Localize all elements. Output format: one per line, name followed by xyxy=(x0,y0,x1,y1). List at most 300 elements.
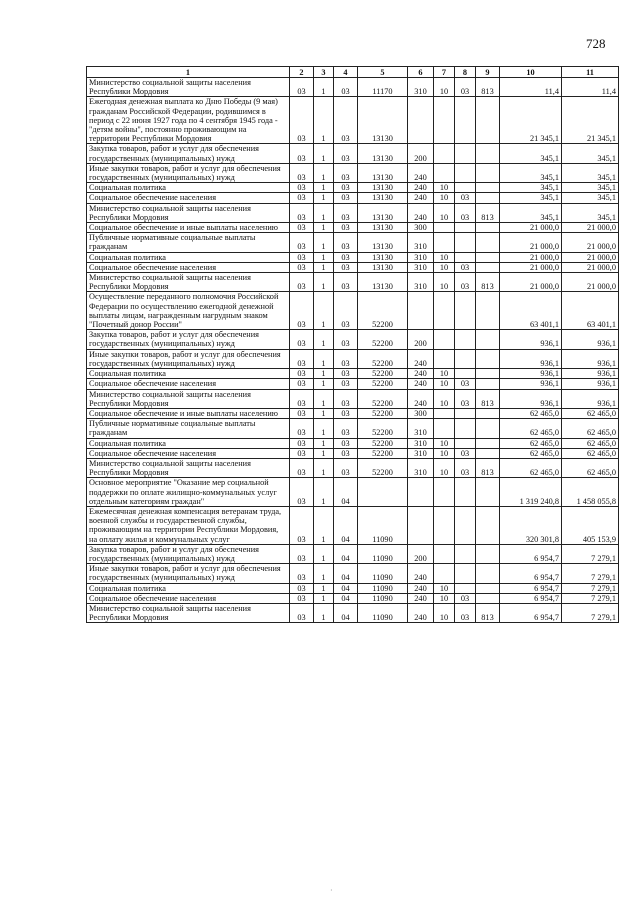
code-cell: 10 xyxy=(434,183,455,193)
column-header: 10 xyxy=(500,67,562,78)
code-cell: 1 xyxy=(314,144,334,163)
table-row xyxy=(87,506,619,544)
amount-cell: 21 000,0 xyxy=(562,262,619,272)
code-cell: 1 xyxy=(314,78,334,97)
code-cell: 03 xyxy=(334,252,358,262)
table-body xyxy=(87,78,619,623)
column-header: 2 xyxy=(290,67,314,78)
amount-cell: 6 954,7 xyxy=(500,583,562,593)
code-cell: 240 xyxy=(408,183,434,193)
code-cell: 10 xyxy=(434,438,455,448)
amount-cell: 21 000,0 xyxy=(562,273,619,292)
code-cell: 10 xyxy=(434,369,455,379)
amount-cell: 345,1 xyxy=(500,144,562,163)
code-cell: 10 xyxy=(434,252,455,262)
amount-cell: 345,1 xyxy=(500,163,562,182)
code-cell: 03 xyxy=(455,603,476,622)
code-cell: 11090 xyxy=(358,506,408,544)
code-cell: 03 xyxy=(455,593,476,603)
code-cell: 310 xyxy=(408,448,434,458)
code-cell xyxy=(434,223,455,233)
code-cell xyxy=(476,438,500,448)
code-cell: 04 xyxy=(334,583,358,593)
code-cell: 03 xyxy=(455,203,476,222)
code-cell: 03 xyxy=(290,544,314,563)
code-cell: 03 xyxy=(455,273,476,292)
code-cell: 1 xyxy=(314,262,334,272)
code-cell: 13130 xyxy=(358,163,408,182)
code-cell: 1 xyxy=(314,603,334,622)
code-cell: 1 xyxy=(314,369,334,379)
table-row xyxy=(87,330,619,349)
code-cell xyxy=(434,144,455,163)
row-name-cell: Осуществление переданного полномочия Российской Федерации по осуществлению ежегодной денежной выплаты лицам, награжденным нагрудным знаком "Почетный донор России" xyxy=(87,292,290,330)
amount-cell: 345,1 xyxy=(500,203,562,222)
header-row xyxy=(87,67,619,78)
code-cell: 240 xyxy=(408,593,434,603)
code-cell: 03 xyxy=(290,448,314,458)
code-cell: 03 xyxy=(290,506,314,544)
code-cell xyxy=(408,506,434,544)
amount-cell: 63 401,1 xyxy=(500,292,562,330)
code-cell: 11090 xyxy=(358,544,408,563)
code-cell xyxy=(455,506,476,544)
code-cell: 03 xyxy=(334,233,358,252)
row-name-cell: Ежемесячная денежная компенсация ветеранам труда, военной службы и государственной службы, проживающим на территории Республики Мордовия, на оплату жилья и коммунальных услуг xyxy=(87,506,290,544)
amount-cell: 21 000,0 xyxy=(562,252,619,262)
amount-cell: 345,1 xyxy=(500,193,562,203)
row-name-cell: Закупка товаров, работ и услуг для обеспечения государственных (муниципальных) нужд xyxy=(87,544,290,563)
column-header: 8 xyxy=(455,67,476,78)
amount-cell: 21 345,1 xyxy=(500,97,562,144)
code-cell: 03 xyxy=(290,78,314,97)
code-cell xyxy=(476,369,500,379)
amount-cell: 63 401,1 xyxy=(562,292,619,330)
amount-cell: 11,4 xyxy=(500,78,562,97)
code-cell: 240 xyxy=(408,349,434,368)
code-cell: 03 xyxy=(290,292,314,330)
amount-cell: 21 000,0 xyxy=(500,252,562,262)
row-name-cell: Министерство социальной защиты населения Республики Мордовия xyxy=(87,389,290,408)
code-cell: 10 xyxy=(434,262,455,272)
table-row xyxy=(87,408,619,418)
amount-cell: 62 465,0 xyxy=(562,448,619,458)
code-cell xyxy=(476,292,500,330)
code-cell: 03 xyxy=(334,419,358,438)
code-cell: 310 xyxy=(408,78,434,97)
table-row xyxy=(87,233,619,252)
code-cell: 310 xyxy=(408,273,434,292)
code-cell xyxy=(476,144,500,163)
amount-cell: 936,1 xyxy=(562,369,619,379)
code-cell: 1 xyxy=(314,223,334,233)
amount-cell: 62 465,0 xyxy=(500,458,562,477)
amount-cell: 345,1 xyxy=(562,163,619,182)
code-cell: 52200 xyxy=(358,408,408,418)
code-cell xyxy=(476,419,500,438)
page-number: 728 xyxy=(586,36,606,51)
code-cell: 03 xyxy=(455,193,476,203)
code-cell: 240 xyxy=(408,379,434,389)
code-cell: 10 xyxy=(434,583,455,593)
table-row xyxy=(87,193,619,203)
code-cell: 240 xyxy=(408,583,434,593)
code-cell: 1 xyxy=(314,330,334,349)
amount-cell: 62 465,0 xyxy=(500,438,562,448)
code-cell xyxy=(455,292,476,330)
code-cell: 04 xyxy=(334,603,358,622)
row-name-cell: Социальная политика xyxy=(87,252,290,262)
amount-cell: 6 954,7 xyxy=(500,593,562,603)
amount-cell: 21 000,0 xyxy=(500,233,562,252)
code-cell: 1 xyxy=(314,203,334,222)
amount-cell: 21 000,0 xyxy=(562,223,619,233)
row-name-cell: Социальная политика xyxy=(87,583,290,593)
amount-cell: 11,4 xyxy=(562,78,619,97)
amount-cell: 6 954,7 xyxy=(500,544,562,563)
amount-cell: 62 465,0 xyxy=(500,408,562,418)
code-cell xyxy=(434,564,455,583)
code-cell: 03 xyxy=(334,448,358,458)
code-cell xyxy=(476,163,500,182)
code-cell xyxy=(455,233,476,252)
row-name-cell: Ежегодная денежная выплата ко Дню Победы (9 мая) гражданам Российской Федерации, родившимся в период с 22 июня 1927 года по 4 сентября 1945 года - "детям войны", постоянно проживающим на территории Республики Мордовия xyxy=(87,97,290,144)
code-cell xyxy=(408,478,434,507)
code-cell: 03 xyxy=(290,252,314,262)
code-cell: 03 xyxy=(290,262,314,272)
amount-cell: 936,1 xyxy=(500,389,562,408)
row-name-cell: Министерство социальной защиты населения Республики Мордовия xyxy=(87,273,290,292)
amount-cell: 62 465,0 xyxy=(562,419,619,438)
code-cell: 240 xyxy=(408,203,434,222)
row-name-cell: Министерство социальной защиты населения Республики Мордовия xyxy=(87,78,290,97)
code-cell: 1 xyxy=(314,419,334,438)
code-cell xyxy=(455,583,476,593)
code-cell: 1 xyxy=(314,408,334,418)
row-name-cell: Иные закупки товаров, работ и услуг для обеспечения государственных (муниципальных) нужд xyxy=(87,163,290,182)
code-cell: 03 xyxy=(334,330,358,349)
code-cell: 813 xyxy=(476,458,500,477)
amount-cell: 345,1 xyxy=(562,203,619,222)
table-row xyxy=(87,144,619,163)
code-cell xyxy=(476,544,500,563)
amount-cell: 21 000,0 xyxy=(562,233,619,252)
table-row xyxy=(87,583,619,593)
amount-cell: 405 153,9 xyxy=(562,506,619,544)
amount-cell: 6 954,7 xyxy=(500,564,562,583)
code-cell: 1 xyxy=(314,438,334,448)
code-cell: 03 xyxy=(455,78,476,97)
column-header: 6 xyxy=(408,67,434,78)
column-header: 11 xyxy=(562,67,619,78)
row-name-cell: Социальное обеспечение населения xyxy=(87,379,290,389)
code-cell: 03 xyxy=(455,458,476,477)
code-cell: 13130 xyxy=(358,252,408,262)
table-row xyxy=(87,438,619,448)
code-cell xyxy=(476,583,500,593)
column-header: 5 xyxy=(358,67,408,78)
code-cell: 10 xyxy=(434,458,455,477)
code-cell: 03 xyxy=(334,193,358,203)
amount-cell: 21 000,0 xyxy=(500,273,562,292)
code-cell: 310 xyxy=(408,233,434,252)
code-cell xyxy=(455,478,476,507)
code-cell: 03 xyxy=(334,163,358,182)
code-cell: 03 xyxy=(334,183,358,193)
code-cell: 310 xyxy=(408,438,434,448)
footer-mark: · xyxy=(330,886,333,895)
table-row xyxy=(87,252,619,262)
row-name-cell: Закупка товаров, работ и услуг для обеспечения государственных (муниципальных) нужд xyxy=(87,330,290,349)
code-cell: 1 xyxy=(314,233,334,252)
code-cell: 240 xyxy=(408,163,434,182)
amount-cell: 21 000,0 xyxy=(500,262,562,272)
amount-cell: 936,1 xyxy=(562,330,619,349)
code-cell: 03 xyxy=(290,273,314,292)
code-cell: 52200 xyxy=(358,448,408,458)
code-cell: 10 xyxy=(434,379,455,389)
table-row xyxy=(87,478,619,507)
row-name-cell: Социальная политика xyxy=(87,438,290,448)
row-name-cell: Социальное обеспечение населения xyxy=(87,593,290,603)
code-cell: 03 xyxy=(290,478,314,507)
code-cell xyxy=(476,97,500,144)
code-cell xyxy=(455,144,476,163)
code-cell: 240 xyxy=(408,193,434,203)
code-cell: 1 xyxy=(314,448,334,458)
code-cell xyxy=(434,544,455,563)
code-cell: 13130 xyxy=(358,262,408,272)
code-cell xyxy=(455,330,476,349)
code-cell: 03 xyxy=(334,97,358,144)
code-cell: 310 xyxy=(408,252,434,262)
code-cell: 03 xyxy=(334,203,358,222)
code-cell: 13130 xyxy=(358,203,408,222)
code-cell xyxy=(434,506,455,544)
code-cell: 10 xyxy=(434,78,455,97)
code-cell: 03 xyxy=(290,583,314,593)
table-row xyxy=(87,97,619,144)
table-row xyxy=(87,273,619,292)
code-cell: 813 xyxy=(476,389,500,408)
code-cell: 03 xyxy=(334,369,358,379)
code-cell xyxy=(455,544,476,563)
code-cell: 03 xyxy=(290,330,314,349)
row-name-cell: Министерство социальной защиты населения Республики Мордовия xyxy=(87,603,290,622)
code-cell xyxy=(434,163,455,182)
code-cell: 03 xyxy=(290,593,314,603)
amount-cell: 7 279,1 xyxy=(562,544,619,563)
code-cell xyxy=(455,419,476,438)
row-name-cell: Иные закупки товаров, работ и услуг для обеспечения государственных (муниципальных) нужд xyxy=(87,349,290,368)
table-row xyxy=(87,564,619,583)
amount-cell: 345,1 xyxy=(562,144,619,163)
code-cell: 200 xyxy=(408,544,434,563)
code-cell: 200 xyxy=(408,144,434,163)
amount-cell: 62 465,0 xyxy=(562,458,619,477)
amount-cell: 936,1 xyxy=(562,379,619,389)
code-cell: 03 xyxy=(334,292,358,330)
code-cell xyxy=(455,183,476,193)
code-cell: 10 xyxy=(434,593,455,603)
code-cell xyxy=(476,233,500,252)
code-cell: 10 xyxy=(434,193,455,203)
code-cell: 03 xyxy=(290,97,314,144)
code-cell: 03 xyxy=(290,603,314,622)
row-name-cell: Социальное обеспечение населения xyxy=(87,193,290,203)
code-cell: 13130 xyxy=(358,97,408,144)
code-cell: 03 xyxy=(334,379,358,389)
code-cell: 1 xyxy=(314,193,334,203)
code-cell xyxy=(408,292,434,330)
row-name-cell: Социальное обеспечение и иные выплаты населению xyxy=(87,408,290,418)
amount-cell: 320 301,8 xyxy=(500,506,562,544)
table-row xyxy=(87,544,619,563)
code-cell xyxy=(476,330,500,349)
code-cell: 813 xyxy=(476,273,500,292)
amount-cell: 345,1 xyxy=(562,193,619,203)
row-name-cell: Основное мероприятие "Оказание мер социальной поддержки по оплате жилищно-коммунальных услуг отдельным категориям граждан" xyxy=(87,478,290,507)
table-row xyxy=(87,593,619,603)
code-cell: 52200 xyxy=(358,419,408,438)
amount-cell: 936,1 xyxy=(500,330,562,349)
code-cell xyxy=(476,252,500,262)
budget-table xyxy=(86,66,619,623)
row-name-cell: Социальная политика xyxy=(87,369,290,379)
column-header: 4 xyxy=(334,67,358,78)
code-cell: 03 xyxy=(290,408,314,418)
code-cell: 03 xyxy=(334,458,358,477)
table-row xyxy=(87,78,619,97)
code-cell: 03 xyxy=(334,78,358,97)
code-cell: 1 xyxy=(314,544,334,563)
amount-cell: 936,1 xyxy=(562,389,619,408)
amount-cell: 21 000,0 xyxy=(500,223,562,233)
code-cell xyxy=(476,193,500,203)
row-name-cell: Министерство социальной защиты населения Республики Мордовия xyxy=(87,458,290,477)
code-cell: 310 xyxy=(408,419,434,438)
column-header: 1 xyxy=(87,67,290,78)
row-name-cell: Закупка товаров, работ и услуг для обеспечения государственных (муниципальных) нужд xyxy=(87,144,290,163)
code-cell xyxy=(476,379,500,389)
table-row xyxy=(87,349,619,368)
code-cell xyxy=(434,233,455,252)
code-cell: 03 xyxy=(334,262,358,272)
code-cell: 03 xyxy=(290,438,314,448)
code-cell: 03 xyxy=(455,389,476,408)
code-cell: 1 xyxy=(314,379,334,389)
code-cell: 1 xyxy=(314,593,334,603)
code-cell: 10 xyxy=(434,603,455,622)
table-row xyxy=(87,292,619,330)
code-cell: 1 xyxy=(314,506,334,544)
code-cell xyxy=(455,369,476,379)
code-cell: 13130 xyxy=(358,144,408,163)
code-cell xyxy=(455,223,476,233)
column-header: 9 xyxy=(476,67,500,78)
code-cell: 13130 xyxy=(358,193,408,203)
table-row xyxy=(87,603,619,622)
code-cell: 03 xyxy=(290,223,314,233)
code-cell xyxy=(434,419,455,438)
code-cell: 03 xyxy=(334,389,358,408)
code-cell xyxy=(476,593,500,603)
row-name-cell: Социальное обеспечение и иные выплаты населению xyxy=(87,223,290,233)
code-cell: 03 xyxy=(290,233,314,252)
code-cell: 10 xyxy=(434,448,455,458)
code-cell: 03 xyxy=(290,379,314,389)
amount-cell: 62 465,0 xyxy=(500,419,562,438)
code-cell xyxy=(434,97,455,144)
table-row xyxy=(87,262,619,272)
amount-cell: 7 279,1 xyxy=(562,583,619,593)
code-cell: 1 xyxy=(314,292,334,330)
code-cell xyxy=(476,564,500,583)
table-row xyxy=(87,458,619,477)
code-cell xyxy=(434,330,455,349)
amount-cell: 62 465,0 xyxy=(562,408,619,418)
code-cell: 240 xyxy=(408,369,434,379)
code-cell xyxy=(434,349,455,368)
code-cell: 1 xyxy=(314,183,334,193)
amount-cell: 6 954,7 xyxy=(500,603,562,622)
amount-cell: 7 279,1 xyxy=(562,593,619,603)
code-cell: 03 xyxy=(290,163,314,182)
column-header: 7 xyxy=(434,67,455,78)
code-cell: 310 xyxy=(408,262,434,272)
code-cell: 03 xyxy=(290,183,314,193)
code-cell: 52200 xyxy=(358,438,408,448)
row-name-cell: Публичные нормативные социальные выплаты гражданам xyxy=(87,233,290,252)
amount-cell: 345,1 xyxy=(562,183,619,193)
table-row xyxy=(87,448,619,458)
table-row xyxy=(87,379,619,389)
code-cell: 1 xyxy=(314,273,334,292)
code-cell xyxy=(476,223,500,233)
code-cell xyxy=(434,478,455,507)
code-cell xyxy=(476,448,500,458)
code-cell: 10 xyxy=(434,389,455,408)
table-row xyxy=(87,223,619,233)
code-cell: 04 xyxy=(334,564,358,583)
code-cell: 10 xyxy=(434,273,455,292)
code-cell xyxy=(434,408,455,418)
row-name-cell: Социальное обеспечение населения xyxy=(87,448,290,458)
code-cell: 52200 xyxy=(358,379,408,389)
amount-cell: 1 319 240,8 xyxy=(500,478,562,507)
code-cell: 03 xyxy=(290,369,314,379)
code-cell: 03 xyxy=(290,564,314,583)
code-cell: 813 xyxy=(476,203,500,222)
code-cell xyxy=(476,349,500,368)
code-cell: 813 xyxy=(476,78,500,97)
code-cell: 813 xyxy=(476,603,500,622)
table-row xyxy=(87,163,619,182)
amount-cell: 936,1 xyxy=(562,349,619,368)
code-cell xyxy=(455,349,476,368)
code-cell: 52200 xyxy=(358,369,408,379)
amount-cell: 936,1 xyxy=(500,379,562,389)
code-cell xyxy=(455,564,476,583)
code-cell: 03 xyxy=(334,273,358,292)
code-cell xyxy=(455,163,476,182)
amount-cell: 62 465,0 xyxy=(562,438,619,448)
code-cell: 10 xyxy=(434,203,455,222)
code-cell: 1 xyxy=(314,583,334,593)
code-cell: 04 xyxy=(334,506,358,544)
code-cell: 240 xyxy=(408,389,434,408)
amount-cell: 1 458 055,8 xyxy=(562,478,619,507)
